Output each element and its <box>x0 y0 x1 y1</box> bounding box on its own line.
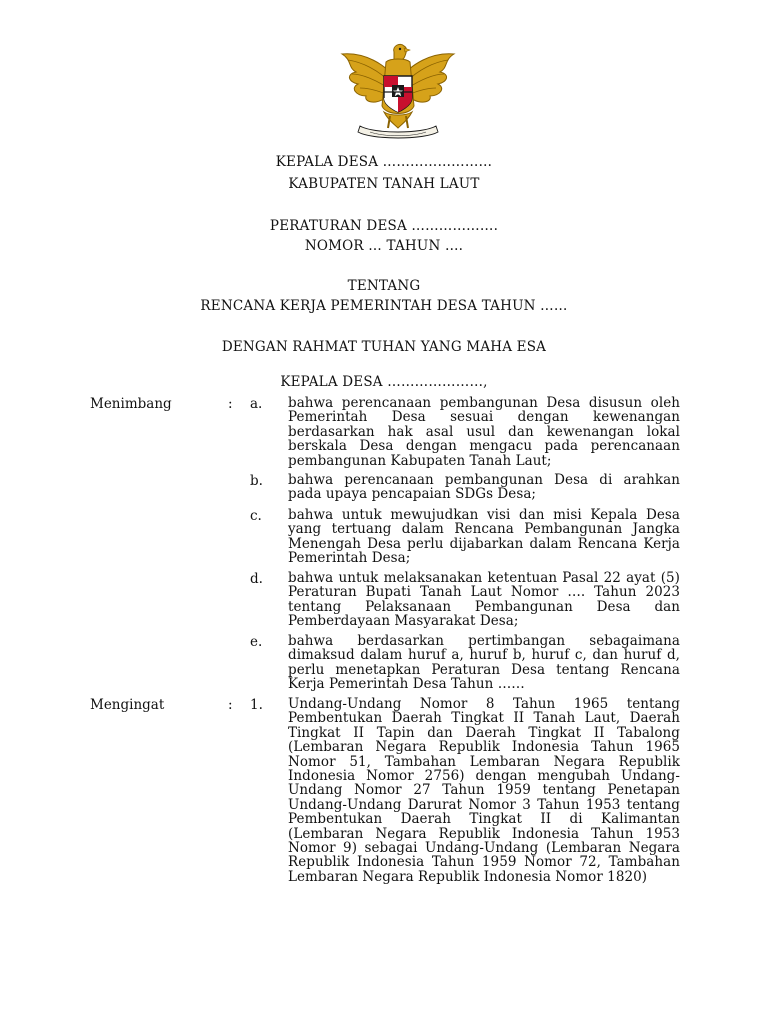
menimbang-marker-c: c. <box>250 508 262 524</box>
menimbang-marker-d: d. <box>250 571 263 587</box>
invocation-line: DENGAN RAHMAT TUHAN YANG MAHA ESA <box>221 339 547 355</box>
menimbang-item-d: bahwa untuk melaksanakan ketentuan Pasal 22 ayat (5) Peraturan Bupati Tanah Laut Nomor …. Tahun 2023 tentang Pelaksanaan Pembangunan Desa dan Pemberdayaan Masyarakat Desa; <box>288 570 680 630</box>
mengingat-marker-1: 1. <box>250 697 263 713</box>
menimbang-colon: : <box>228 396 233 412</box>
village-head-signatory: KEPALA DESA …………………, <box>280 374 488 390</box>
menimbang-item-a: bahwa perencanaan pembangunan Desa disusun oleh Pemerintah Desa sesuai dengan kewenangan berdasarkan hak asal usul dan kewenangan lokal berskala Desa dengan mengacu pada perencanaan pembangunan Kabupaten Tanah Laut; <box>288 395 680 469</box>
menimbang-item-b: bahwa perencanaan pembangunan Desa di arahkan pada upaya pencapaian SDGs Desa; <box>288 472 680 503</box>
mengingat-label: Mengingat <box>90 697 165 713</box>
menimbang-item-e: bahwa berdasarkan pertimbangan sebagaimana dimaksud dalam huruf a, huruf b, huruf c, dan huruf d, perlu menetapkan Peraturan Desa tentang Rencana Kerja Pemerintah Desa Tahun …… <box>288 633 680 693</box>
menimbang-marker-a: a. <box>250 396 263 412</box>
menimbang-item-c: bahwa untuk mewujudkan visi dan misi Kepala Desa yang tertuang dalam Rencana Pembangunan Jangka Menengah Desa perlu dijabarkan dalam Rencana Kerja Pemerintah Desa; <box>288 507 680 567</box>
village-head-title: KEPALA DESA …………………… <box>275 154 493 170</box>
menimbang-marker-b: b. <box>250 473 263 489</box>
tentang-heading: TENTANG <box>347 278 421 294</box>
regulation-number: NOMOR … TAHUN …. <box>304 238 464 254</box>
mengingat-colon: : <box>228 697 233 713</box>
regulation-subject: RENCANA KERJA PEMERINTAH DESA TAHUN …… <box>200 298 568 314</box>
regency-title: KABUPATEN TANAH LAUT <box>288 176 480 192</box>
mengingat-item-1: Undang-Undang Nomor 8 Tahun 1965 tentang Pembentukan Daerah Tingkat II Tanah Laut, Daerah Tingkat II Tapin dan Daerah Tingkat II Tabalong (Lembaran Negara Republik Indonesia Tahun 1965 Nomor 51, Tambahan Lembaran Negara Republik Indonesia Nomor 2756) dengan mengubah Undang-Undang Nomor 27 Tahun 1959 tentang Penetapan Undang-Undang Darurat Nomor 3 Tahun 1953 tentang Pembentukan Daerah Tingkat II di Kalimantan (Lembaran Negara Republik Indonesia Tahun 1953 Nomor 9) sebagai Undang-Undang (Lembaran Negara Republik Indonesia Tahun 1959 Nomor 72, Tambahan Lembaran Negara Republik Indonesia Nomor 1820) <box>288 696 680 885</box>
menimbang-label: Menimbang <box>90 396 172 412</box>
menimbang-marker-e: e. <box>250 634 263 650</box>
regulation-title: PERATURAN DESA ………………. <box>269 218 499 234</box>
garuda-emblem-icon <box>334 42 462 142</box>
